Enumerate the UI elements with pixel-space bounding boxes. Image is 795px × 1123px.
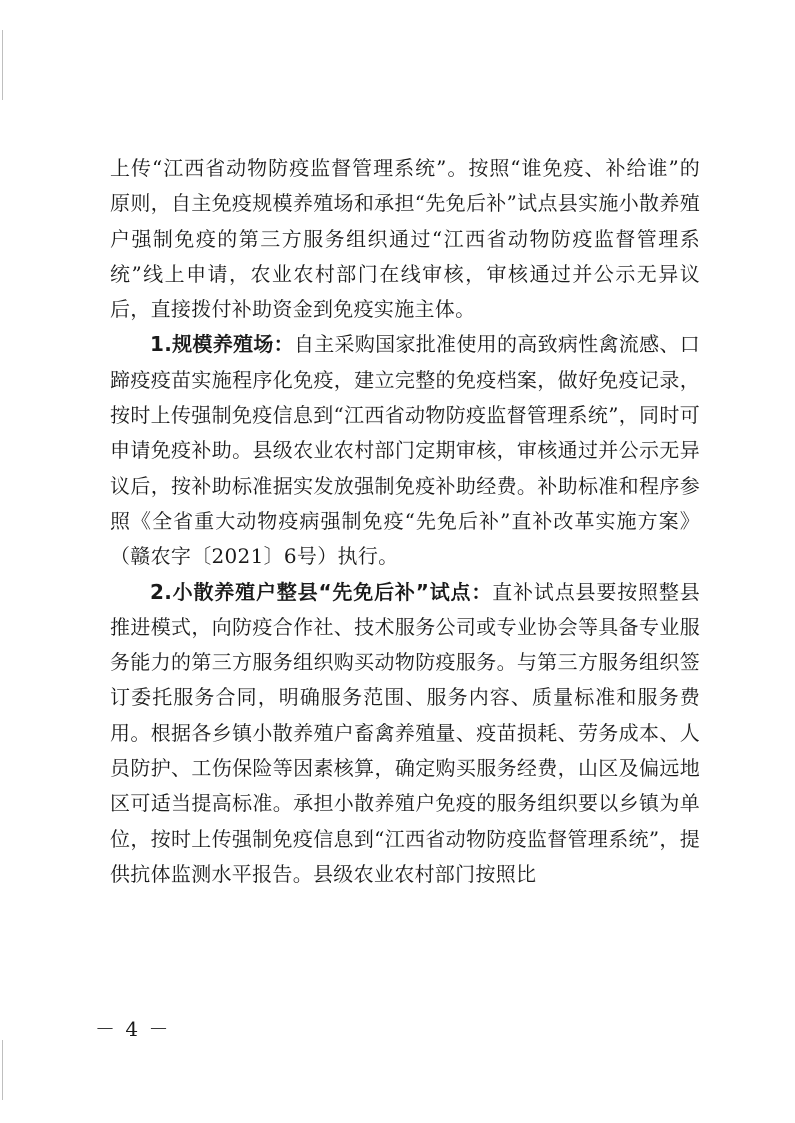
paragraph-text: 直补试点县要按照整县推进模式，向防疫合作社、技术服务公司或专业协会等具备专业服务能力的第三方服务组织购买动物防疫服务。与第三方服务组织签订委托服务合同，明确服务范围、服务内容、质量标准和服务费用。根据各乡镇小散养殖户畜禽养殖量、疫苗损耗、劳务成本、人员防护、工伤保险等因素核算，确定购买服务经费，山区及偏远地区可适当提高标准。承担小散养殖户免疫的服务组织要以乡镇为单位，按时上传强制免疫信息到“江西省动物防疫监督管理系统”，提供抗体监测水平报告。县级农业农村部门按照比 <box>110 579 701 886</box>
page-number: － 4 － <box>95 1017 171 1041</box>
body-text <box>110 151 700 892</box>
paragraph-continuation <box>110 151 700 327</box>
paragraph-heading: 1.规模养殖场： <box>150 332 294 357</box>
paragraph-scale-farms <box>110 327 700 574</box>
paragraph-text: 上传“江西省动物防疫监督管理系统”。按照“谁免疫、补给谁”的原则，自主免疫规模养殖场和承担“先免后补”试点县实施小散养殖户强制免疫的第三方服务组织通过“江西省动物防疫监督管理系统”线上申请，农业农村部门在线审核，审核通过并公示无异议后，直接拨付补助资金到免疫实施主体。 <box>110 156 700 322</box>
scan-edge-mark <box>2 1040 3 1100</box>
paragraph-heading: 2.小散养殖户整县“先免后补”试点： <box>150 579 493 604</box>
paragraph-text: 自主采购国家批准使用的高致病性禽流感、口蹄疫疫苗实施程序化免疫，建立完整的免疫档案，做好免疫记录，按时上传强制免疫信息到“江西省动物防疫监督管理系统”，同时可申请免疫补助。县级农业农村部门定期审核，审核通过并公示无异议后，按补助标准据实发放强制免疫补助经费。补助标准和程序参照《全省重大动物疫病强制免疫“先免后补”直补改革实施方案》（赣农字〔2021〕6号）执行。 <box>110 332 700 569</box>
paragraph-small-farms-pilot <box>110 575 700 893</box>
scan-edge-mark <box>2 30 3 100</box>
